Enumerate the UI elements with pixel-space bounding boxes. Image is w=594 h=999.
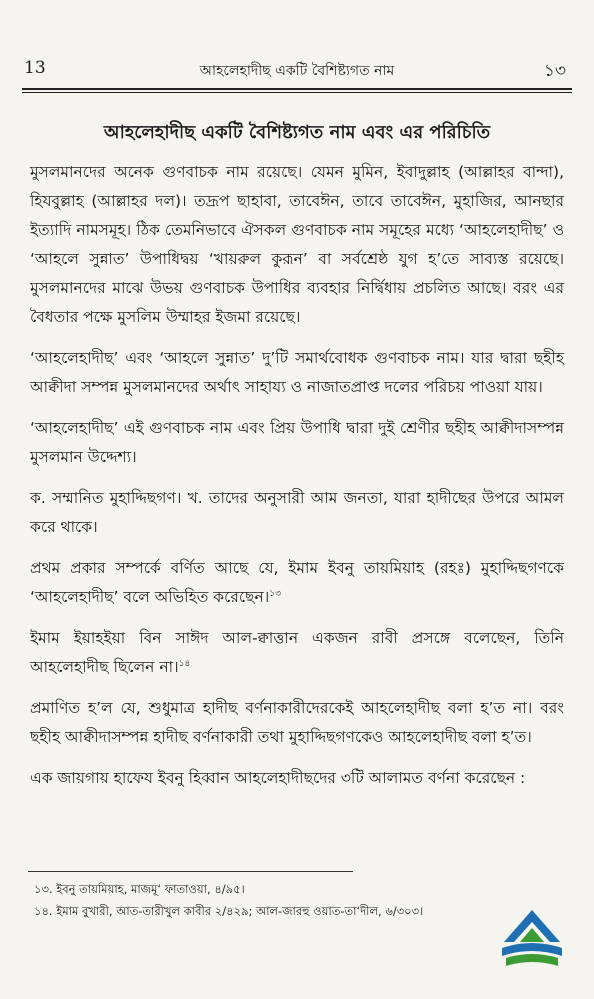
paragraph-4: ক. সম্মানিত মুহাদ্দিছগণ। খ. তাদের অনুসারী আম জনতা, যারা হাদীছের উপরে আমল করে থাকে।: [30, 489, 564, 536]
paragraph-5-text: প্রথম প্রকার সম্পর্কে বর্ণিত আছে যে, ইমাম ইবনু তায়মিয়াহ (রহঃ) মুহাদ্দিছগণকে ‘আহলেহাদীছ’ বলে অভিহিত করেছেন।: [30, 559, 564, 606]
footnotes: [34, 878, 504, 922]
paragraph-6-text: ইমাম ইয়াহইয়া বিন সাঈদ আল-ক্বাত্তান একজন রাবী প্রসঙ্গে বলেছেন, তিনি আহলেহাদীছ ছিলেন না।: [30, 629, 564, 676]
footnote-ref-13[interactable]: ১৩: [269, 588, 281, 599]
paragraph-7: প্রমাণিত হ’ল যে, শুধুমাত্র হাদীছ বর্ণনাকারীদেরকেই আহলেহাদীছ বলা হ’ত না। বরং ছহীহ আক্বীদাসম্পন্ন হাদীছ বর্ণনাকারী তথা মুহাদ্দিছগণকেও আহলেহাদীছ বলা হ’ত।: [30, 699, 564, 746]
footnote-ref-14[interactable]: ১৪: [178, 658, 191, 669]
footnote-13: ১৩. ইবনু তায়মিয়াহ, মাজমূ‘ ফাতাওয়া, ৪/৯৫।: [34, 882, 245, 896]
paragraph-2: ‘আহলেহাদীছ’ এবং ‘আহলে সুন্নাত’ দু’টি সমার্থবোধক গুণবাচক নাম। যার দ্বারা ছহীহ আক্বীদা সম্পন্ন মুসলমানদের অর্থাৎ সাহায্য ও নাজাতপ্রাপ্ত দলের পরিচয় পাওয়া যায়।: [30, 349, 564, 396]
logo-green-book: [506, 954, 558, 966]
paragraph-3: ‘আহলেহাদীছ’ এই গুণবাচক নাম এবং প্রিয় উপাধি দ্বারা দুই শ্রেণীর ছহীহ আক্বীদাসম্পন্ন মুসলমান উদ্দেশ্য।: [30, 419, 564, 466]
paragraph-8: এক জায়গায় হাফেয ইবনু হিব্বান আহলেহাদীছদের ৩টি আলামত বর্ণনা করেছেন :: [30, 769, 526, 787]
header-rule: [22, 88, 572, 90]
publisher-logo-icon: [498, 906, 566, 982]
paragraph-6: [30, 624, 564, 682]
running-title: আহলেহাদীছ একটি বৈশিষ্ট্যগত নাম: [199, 63, 395, 79]
page-number-right: ১৩: [543, 61, 566, 81]
footnote-14: ১৪. ইমাম বুখারী, আত-তারীখুল কাবীর ২/৪২৯; আল-জারহু ওয়াত-তা‘দীল, ৬/৩০৩।: [34, 904, 424, 918]
page-header: [22, 58, 572, 86]
paragraph-5: [30, 554, 564, 612]
header-rule-thin: [22, 92, 572, 93]
body-text: [30, 158, 564, 805]
page-number-left: 13: [24, 58, 46, 78]
footnote-rule: [28, 871, 353, 872]
paragraph-1: মুসলমানদের অনেক গুণবাচক নাম রয়েছে। যেমন মুমিন, ইবাদুল্লাহ (আল্লাহর বান্দা), হিযবুল্লাহ (আল্লাহর দল)। তদ্রূপ ছাহাবা, তাবেঈন, তাবে তাবেঈন, মুহাজির, আনছার ইত্যাদি নামসমূহ। ঠিক তেমনিভাবে ঐসকল গুণবাচক নাম সমূহের মধ্যে ‘আহলেহাদীছ’ ও ‘আহলে সুন্নাত’ উপাধিদ্বয় ‘খায়রুল কুরূন’ বা সর্বশ্রেষ্ঠ যুগ হ’তে সাব্যস্ত রয়েছে। মুসলমানদের মাঝে উভয় গুণবাচক উপাধির ব্যবহার নির্দ্বিধায় প্রচলিত আছে। বরং এর বৈধতার পক্ষে মুসলিম উম্মাহর ইজমা রয়েছে।: [30, 163, 564, 326]
section-title: আহলেহাদীছ একটি বৈশিষ্ট্যগত নাম এবং এর পরিচিতি: [103, 122, 491, 143]
